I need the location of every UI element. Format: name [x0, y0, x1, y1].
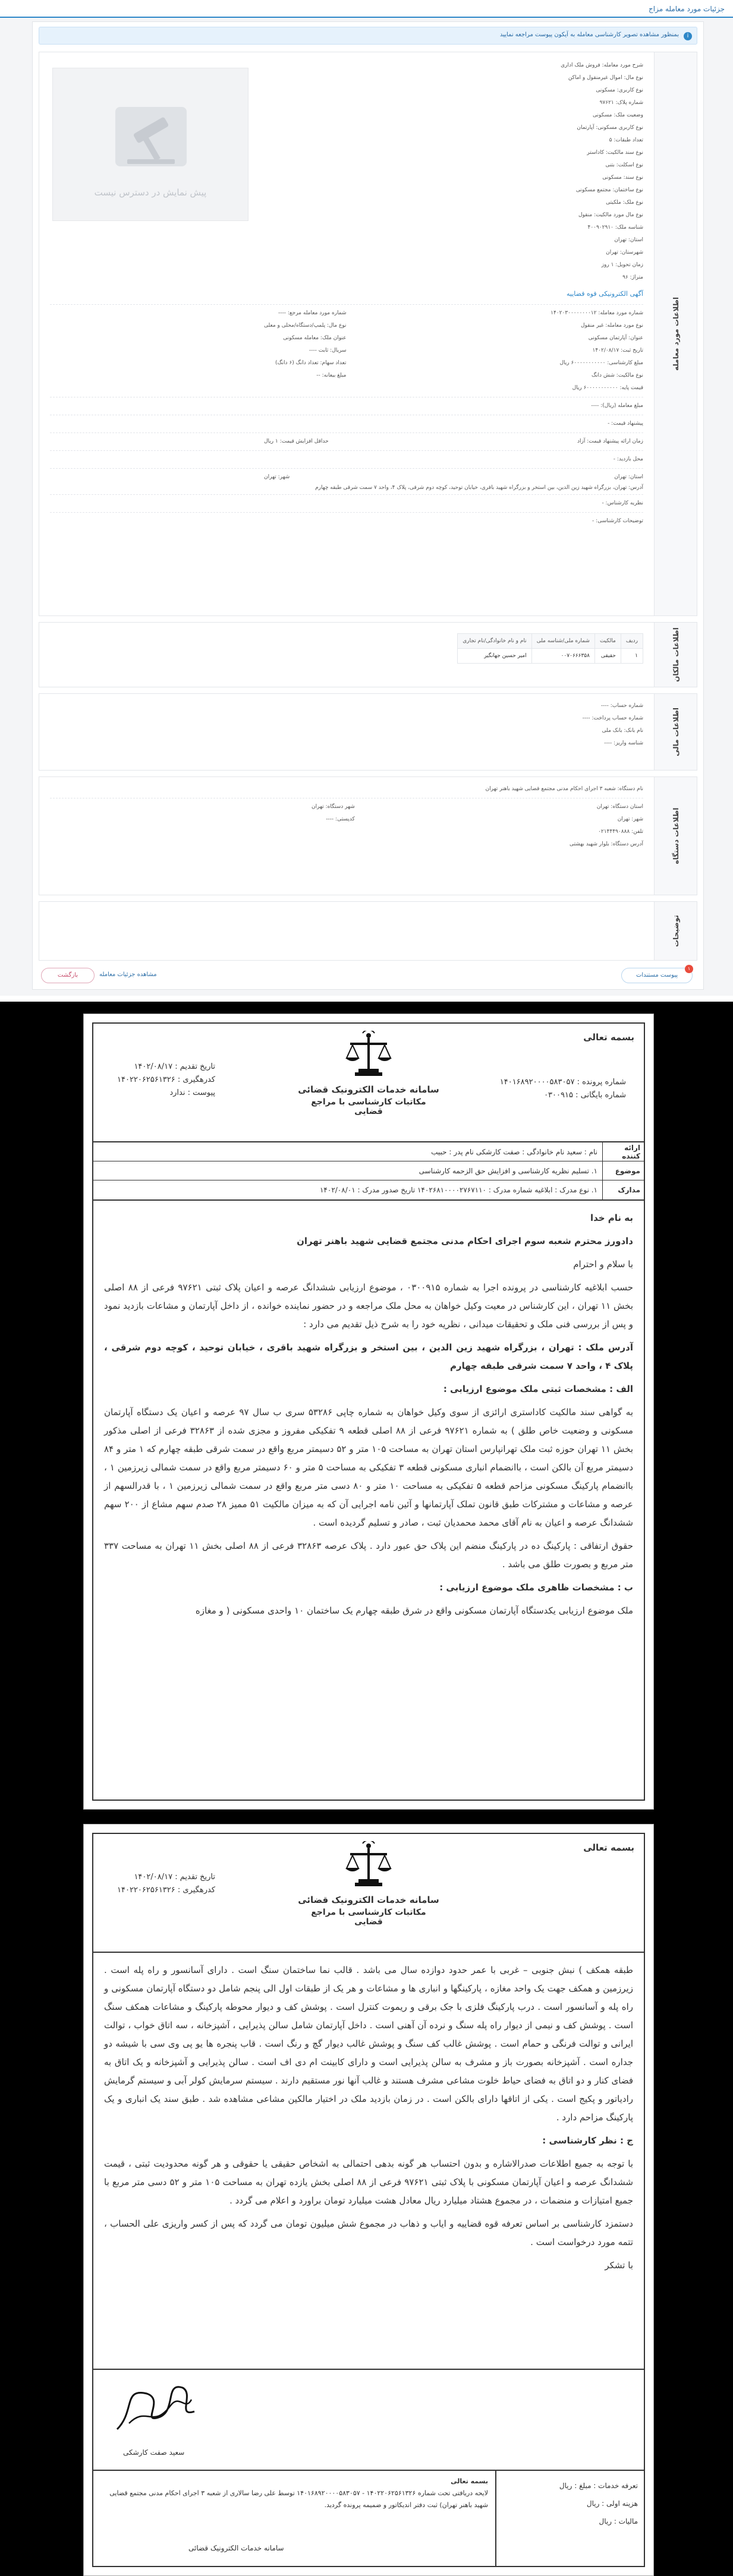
detail-line: توضیحات کارشناسی: -: [592, 518, 643, 524]
detail-line: پیشنهاد قیمت: -: [608, 421, 643, 427]
document-info-table: ارائه کننده نام : سعید نام خانوادگی : صفت کارشکی نام پدر : حبیب موضوع ۱. تسلیم نظریه کارشناسی و افزایش حق الزحمه کارشناسی مدارک ۱. نوع مدرک : ابلاغیه شماره مدرک : ۱۴۰۲۶۸۱۰۰۰۰۲۷۶۷۱۱۰ تاریخ صدور مدرک : ۱۴۰۲/۰۸/۰۱: [93, 1142, 644, 1201]
detail-line: حداقل افزایش قیمت: ۱ ریال: [264, 438, 329, 444]
table-row: [458, 649, 643, 664]
device-line: استان دستگاه: تهران: [596, 804, 643, 810]
image-preview: [52, 68, 248, 221]
detail-line: نوع کاربری: مسکونی: [596, 87, 643, 93]
gavel-icon: [109, 95, 193, 178]
detail-line: عنوان ملک: معامله مسکونی: [283, 335, 347, 341]
info-alert: [39, 27, 697, 45]
device-line: شهر: تهران: [617, 816, 643, 822]
column-header: ردیف: [621, 634, 643, 649]
table-cell: امیر حسین جهانگیر: [458, 649, 531, 664]
column-header: شماره ملی/شناسه ملی: [531, 634, 594, 649]
signature-image: [111, 2376, 200, 2441]
document-header: [93, 1024, 644, 1142]
financial-line: شماره حساب: ----: [600, 703, 643, 709]
detail-line: شماره پلاک: ۹۷۶۲۱: [599, 100, 643, 106]
attachments-button[interactable]: پیوست مستندات ۱: [621, 968, 693, 983]
details-top-list: [561, 59, 643, 298]
device-line: نام دستگاه: شعبه ۳ اجرای احکام مدنی مجتمع قضایی شهید باهنر تهران: [485, 786, 643, 792]
detail-line: نوع سند مالکیت: کاداستر: [587, 150, 643, 156]
section-label-notes: توضیحات: [671, 915, 680, 947]
section-details: [39, 52, 697, 616]
section-owners: [39, 622, 697, 687]
detail-line: عنوان: آپارتمان مسکونی: [588, 335, 643, 341]
column-header: نام و نام خانوادگی/نام تجاری: [458, 634, 531, 649]
details-mid: [50, 302, 643, 528]
document-viewer[interactable]: [0, 1002, 733, 2576]
view-details-button[interactable]: مشاهده جزئیات معامله: [99, 971, 157, 978]
detail-line: نظریه کارشناس: -: [602, 500, 643, 506]
financial-line: نام بانک: بانک ملی: [602, 728, 643, 734]
section-label-details: اطلاعات مورد معامله: [671, 297, 680, 371]
detail-line: سریال: ثابت ----: [309, 348, 347, 353]
detail-line: نوع مالکیت: شش دانگ: [591, 372, 643, 378]
detail-line: نوع اسکلت: بتنی: [605, 162, 643, 168]
page-title: جزئیات مورد معامله مزاج: [649, 5, 725, 13]
detail-line: تعداد طبقات: ۵: [609, 137, 643, 143]
footer-box: [93, 2470, 644, 2566]
detail-line: مبلغ کارشناسی: ۶۰۰۰۰۰۰۰۰۰۰۰ ریال: [559, 360, 643, 366]
document-header: بسمه تعالی سامانه خدمات الکترونیک قضائی مکاتبات کارشناسی با مراجع قضایی تاریخ تقدیم : ۱۴۰۲/۰۸/۱۷ کدرهگیری : ۱۴۰۲۲۰۶۲۵۶۱۳۲۶: [93, 1834, 644, 1953]
detail-line: شرح مورد معامله: فروش ملک اداری: [561, 62, 643, 68]
device-line: شهر دستگاه: تهران: [312, 804, 355, 810]
column-header: مالکیت: [594, 634, 621, 649]
detail-line: شهرستان: تهران: [606, 250, 643, 255]
page-topbar: [0, 0, 733, 18]
section-financial: [39, 693, 697, 771]
scales-of-justice-icon: [342, 1841, 395, 1889]
detail-line: نوع ملک: ملکیتی: [606, 200, 643, 206]
detail-line: نوع سند: مسکونی: [602, 175, 643, 181]
back-button[interactable]: بازگشت: [41, 968, 95, 983]
attachment-count-badge: ۱: [685, 965, 693, 973]
detail-line: استان: تهران: [614, 474, 643, 480]
fee-box: تعرفه خدمات : مبلغ : ریال هزینه اولی : ریال مالیات : ریال: [495, 2471, 644, 2566]
section-label-device: اطلاعات دستگاه: [671, 807, 680, 864]
detail-line: نوع مال: پلمپ/دستگاه/محلی و معلی: [264, 323, 347, 329]
transaction-details-card: [32, 21, 704, 990]
details-mid-right: [550, 307, 643, 394]
owners-table: [457, 633, 643, 664]
details-mid-left: [264, 307, 347, 394]
table-header-row: [458, 634, 643, 649]
device-line: کدپستی: ----: [326, 816, 355, 822]
detail-line: مبلغ معامله (ریال): ----: [591, 403, 643, 409]
detail-line: تاریخ ثبت: ۱۴۰۲/۰۸/۱۷: [592, 348, 643, 353]
detail-line: وضعیت ملک: مسکونی: [593, 112, 643, 118]
document-page-2: [83, 1824, 654, 2576]
case-numbers: شماره پرونده : ۱۴۰۱۶۸۹۲۰۰۰۰۵۸۳۰۵۷ شماره بایگانی : ۰۳۰۰۹۱۵: [499, 1078, 626, 1100]
detail-line: نوع ساختمان: مجتمع مسکونی: [575, 187, 643, 193]
section-device: [39, 776, 697, 895]
signer-name: سعید صفت کارشکی: [123, 2448, 185, 2457]
detail-line: متراژ: ۹۶: [622, 274, 643, 280]
detail-line: قیمت پایه: ۶۰۰۰۰۰۰۰۰۰۰۰ ریال: [572, 385, 643, 391]
device-line: تلفن: ۰۲۱۴۴۴۹۰۸۸۸: [598, 829, 643, 835]
scales-of-justice-icon: [342, 1031, 395, 1078]
document-body: طبقه همکف ) نبش جنوبی – غربی با عمر حدود دوازده سال می باشد . قالب نما ساختمان سنگ است . دارای آسانسور و راه پله است . زیرزمین و همکف جهت یک واحد مغازه ، پارکینگها و انباری ها و مشاعات و هر یک از طبقات اول الی پنجم شامل دو دستگاه آپارتمان مسکونی و راه پله و آسانسور است . درب پارکینگ فلزی با جک برقی و ریموت کنترل است . پوشش کف و دیوار محوطه پارکینگ و مشاعات همکف سنگ است . پوشش کف و نیمی از دیوار راه پله سنگ و نرده آن آهنی است . داخل آپارتمان شامل سالن پذیرایی ، آشپزخانه ، سه اتاق خواب ، توالت ایرانی و توالت فرنگی و حمام است . پوشش غالب کف سنگ و پوشش غالب دیوار گچ و رنگ است . قاب پنجره ها یو پی وی سی با شیشه دو جداره است . آشپزخانه بصورت باز و مشرف به سالن پذیرایی است و دارای کابینت ام دی اف است . سالن پذیرایی و آشپزخانه و یک اتاق به فضای کنار و دو اتاق به فضای حیاط خلوت مشاعی مشرف هستند و غالب آنها نور مستقیم دارند . سیستم سرمایش کولر آبی و سیستم گرمایش رادیاتور و پکیج است . یکی از اتاقها دارای بالکن است . در زمان بازدید ملک در اختیار مالکین مشاعی مشاهده شد . طبق سند یک انباری و یک پارکینگ مزاحم دارد . ج : نظر کارشناسی : با توجه به جمیع اطلاعات صدرالاشاره و بدون احتساب هر گونه بدهی احتمالی به اشخاص حقیقی یا حقوقی و هر گونه محدودیت ثبتی ، قیمت ششدانگ عرصه و اعیان آپارتمان مسکونی با پلاک ثبتی ۹۷۶۲۱ فرعی از ۸۸ اصلی بخش یازده تهران به مساحت ۱۰۵ متر و ۵۲ دسی متر مربع با جمیع امتیازات و منضمات ، در مجموع هشتاد میلیارد ریال معادل هشت میلیارد تومان براورد و اعلام می گردد . دستمزد کارشناسی بر اساس تعرفه قوه قضاییه و ایاب و ذهاب در مجموع شش میلیون تومان می گردد که پس از کسر واریزی علی الحساب ، تتمه مورد درخواست است . با تشکر: [104, 1965, 633, 2271]
detail-line: شماره مورد معامله مرجع: ----: [278, 310, 347, 316]
financial-line: شماره حساب پرداخت: ----: [582, 715, 643, 721]
section-label-owners: اطلاعات مالکان: [671, 627, 680, 682]
section-label-financial: اطلاعات مالی: [671, 707, 680, 757]
detail-line: نوع مال: اموال غیرمنقول و اماکن: [568, 75, 643, 81]
judiciary-logo: سامانه خدمات الکترونیک قضائی مکاتبات کارشناسی با مراجع قضایی: [297, 1841, 440, 1927]
detail-line: تعداد سهام: تعداد دانگ (۶ دانگ): [275, 360, 347, 366]
document-body: به نام خدا دادورز محترم شعبه سوم اجرای احکام مدنی مجتمع قضایی شهید باهنر تهران با سلام و احترام حسب ابلاغیه کارشناسی در پرونده اجرا به شماره ۰۳۰۰۹۱۵ ، موضوع ارزیابی ششدانگ عرصه و اعیان پلاک ثبتی ۹۷۶۲۱ فرعی از ۸۸ اصلی بخش ۱۱ تهران ، این کارشناس در معیت وکیل خواهان به محل ملک مراجعه و در حضور نماینده خوانده ، از داخل آپارتمان و مشاعات بازدید نمود و پس از بررسی فنی ملک و تحقیقات میدانی ، نظریه خود را به شرح ذیل تقدیم می دارد : آدرس ملک : تهران ، بزرگراه شهید زین الدین ، بین استخر و بزرگراه شهید باقری ، خیابان توحید ، کوچه دوم شرقی ، پلاک ۴ ، واحد ۷ سمت شرقی طبقه چهارم الف : مشخصات ثبتی ملک موضوع ارزیابی : به گواهی سند مالکیت کاداستری ارائزی از سوی وکیل خواهان به شماره چاپی ۵۳۲۸۶ سری ب سال ۹۷ عرصه و اعیان یک دستگاه آپارتمان مسکونی و وضعیت خاص طلق ) به شماره ۹۷۶۲۱ فرعی از ۸۸ اصلی قطعه ۹ تفکیکی مفروز و مجزی شده از ۳۲۸۶۳ فرعی از اصلی مذکور بخش ۱۱ تهران حوزه ثبت ملک تهرانپارس استان تهران به مساحت ۱۰۵ متر و ۵۲ دسیمتر مربع واقع در سمت شرقی طبقه چهارم که ۱ متر و ۸۴ دسیمتر مربع آن بالکن است ، باانضمام انباری مسکونی قطعه ۳ تفکیکی به مساحت ۵ متر و ۶۰ دسیمتر مربع واقع در سمت شمالی زیرزمین ۱ ، باانضمام پارکینگ مسکونی مزاحم قطعه ۵ تفکیکی به مساحت ۱۰ متر و ۸۰ دسی متر مربع واقع در سمت شمالی زیرزمین ۱ ، با قدرالسهم از عرصه و مشاعات و مشترکات طبق قانون تملک آپارتمانها و آئین نامه اجرایی آن که به میزان مالکیت ۵۱ ممیز ۲۸ صدم سهم مشاع از ۲۰۰ سهم ششدانگ عرصه و اعیان به نام آقای محمد محمدیان ثبت ، صادر و تسلیم گردیده است . حقوق ارتفاقی : پارکینگ ده در پارکینگ منضم این پلاک حق عبور دارد . پلاک عرصه ۳۲۸۶۳ فرعی از ۸۸ اصلی بخش ۱۱ تهران به مساحت ۳۳۷ متر مربع و بصورت طلق می باشد . ب : مشخصات ظاهری ملک موضوع ارزیابی : ملک موضوع ارزیابی یکدستگاه آپارتمان مسکونی واقع در شرق طبقه چهارم یک ساختمان ۱۰ واحدی مسکونی ( و مغازه: [104, 1213, 634, 1616]
registry-stamp: بسمه تعالی لایحه دریافتی تحت شماره ۱۴۰۲۲۰۶۲۵۶۱۳۲۶ - ۱۴۰۱۶۸۹۲۰۰۰۰۵۸۳۰۵۷ توسط علی رضا سالاری از شعبه ۳ اجرای احکام مدنی مجتمع قضایی شهید باهنر تهران) ثبت دفتر اندیکاتور و ضمیمه پرونده گردید. سامانه خدمات الکترونیک قضائی: [109, 2477, 488, 2552]
detail-line: نوع مورد معامله: غیر منقول: [580, 323, 643, 329]
detail-line: نوع کاربری مسکونی: آپارتمان: [577, 125, 643, 131]
submission-info: تاریخ تقدیم : ۱۴۰۲/۰۸/۱۷ کدرهگیری : ۱۴۰۲۲۰۶۲۵۶۱۳۲۶ پیوست : ندارد: [117, 1062, 216, 1097]
detail-line: زمان تحویل: ۱ روز: [601, 262, 643, 268]
table-cell: حقیقی: [594, 649, 621, 664]
device-line: آدرس دستگاه: بلوار شهید بهشتی: [569, 841, 643, 847]
detail-line: زمان ارائه پیشنهاد قیمت: آزاد: [577, 438, 643, 444]
detail-line: محل بازدید: -: [613, 456, 643, 462]
detail-line: شناسه ملک: ۴۰۰۹۰۲۹۱۰: [587, 225, 643, 231]
detail-line: نوع مال مورد مالکیت: منقول: [578, 212, 643, 218]
table-cell: ۰۰۷۰۶۶۶۳۵۸: [531, 649, 594, 664]
table-cell: ۱: [621, 649, 643, 664]
detail-line: شماره مورد معامله: ۱۴۰۲۰۳۰۰۰۰۰۰۰۰۱۲: [550, 310, 643, 316]
preview-unavailable-text: پیش نمایش در دسترس نیست: [94, 187, 207, 198]
detail-line: شهر: تهران: [264, 474, 290, 480]
section-notes: [39, 901, 697, 961]
detail-line: مبلغ بیعانه: --: [316, 372, 347, 378]
basmala: بسمه تعالی: [583, 1032, 634, 1043]
judiciary-logo: سامانه خدمات الکترونیک قضائی مکاتبات کارشناسی با مراجع قضایی: [297, 1031, 440, 1116]
info-icon: i: [684, 32, 692, 40]
document-page-1: [83, 1014, 654, 1810]
financial-line: شناسه واریز: ----: [604, 740, 643, 746]
detail-line: استان: تهران: [614, 237, 643, 243]
detail-address: آدرس: تهران، بزرگراه شهید زین الدین، بین استخر و بزرگراه شهید باقری، خیابان توحید، کوچه دوم شرقی، پلاک ۴، واحد ۷ سمت شرقی طبقه چهارم: [315, 485, 643, 491]
signature-block: [93, 2369, 644, 2470]
electronic-notice-link[interactable]: آگهی الکترونیکی قوه قضاییه: [567, 290, 643, 298]
alert-text: بمنظور مشاهده تصویر کارشناسی معامله به آیکون پیوست مراجعه نمایید: [499, 31, 679, 38]
